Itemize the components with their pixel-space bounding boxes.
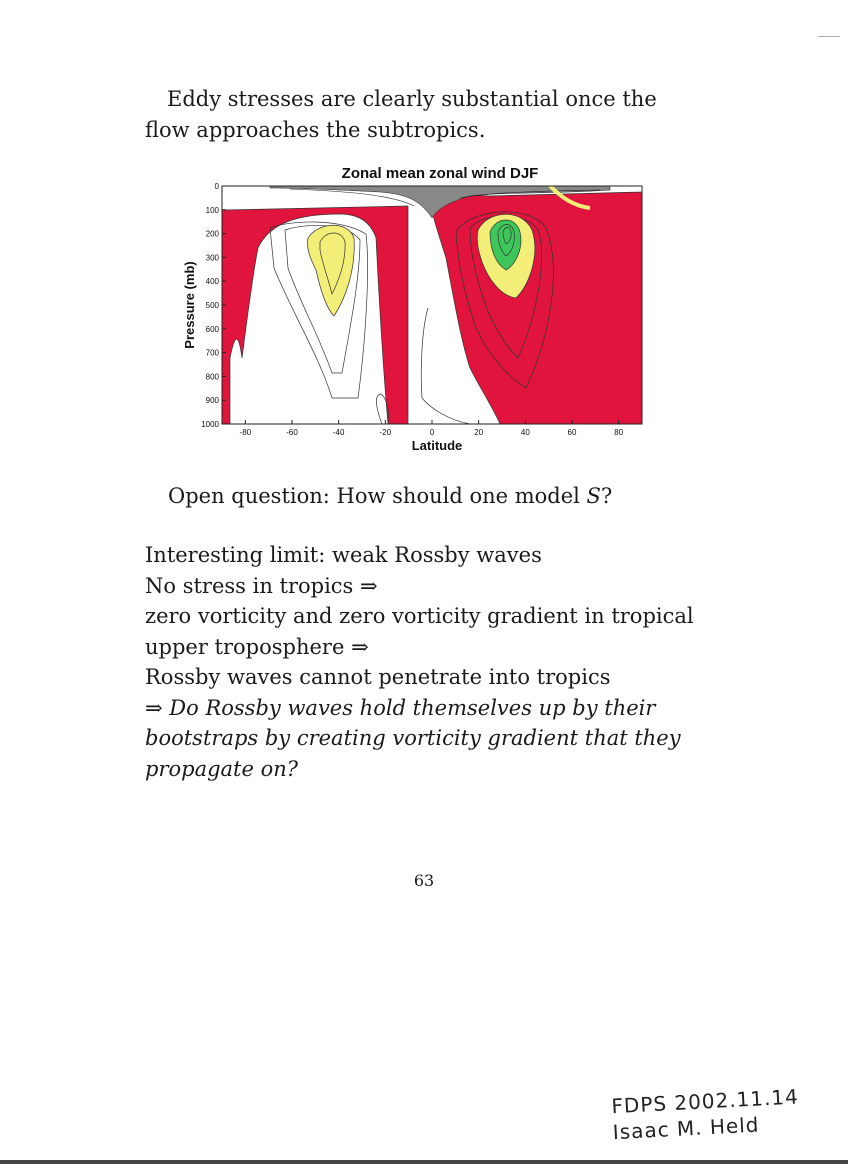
y-tick-label: 400 (205, 277, 219, 287)
x-tick-label: -60 (286, 428, 298, 437)
zonal-wind-figure (170, 158, 670, 462)
line-bootstraps: ⇒ Do Rossby waves hold themselves up by their bootstraps by creating vorticity gradient that they propagate on? (145, 695, 681, 781)
x-tick-label: 0 (429, 428, 435, 437)
line-zero-vorticity: zero vorticity and zero vorticity gradient in tropical upper troposphere ⇒ (145, 604, 694, 659)
x-tick-label: 80 (614, 428, 624, 437)
x-tick-label: 40 (520, 428, 530, 437)
y-tick-label: 500 (205, 301, 219, 310)
y-tick-label: 0 (214, 182, 219, 191)
y-tick-label: 1000 (201, 420, 219, 429)
signature-line-1: FDPS 2002.11.14 (610, 1084, 800, 1119)
scan-bottom-edge (0, 1160, 848, 1164)
x-tick-label: -80 (239, 428, 252, 437)
scan-mark (818, 36, 840, 37)
y-tick-label: 200 (205, 229, 219, 239)
x-tick-label: -40 (332, 428, 345, 437)
open-question: Open question: How should one model S? (168, 484, 613, 508)
symbol-s: S (586, 484, 601, 508)
x-tick-label: 20 (474, 428, 484, 437)
line-cannot-penetrate: Rossby waves cannot penetrate into tropics (145, 665, 611, 689)
y-tick-label: 900 (205, 396, 219, 406)
signature-line-2: Isaac M. Held (612, 1112, 760, 1145)
y-tick-label: 700 (205, 348, 219, 358)
y-tick-label: 100 (205, 205, 219, 215)
y-tick-label: 600 (205, 324, 219, 334)
zonal-wind-chart (170, 158, 670, 458)
x-axis-label: Latitude (411, 438, 463, 453)
body-text (145, 540, 705, 784)
intro-paragraph: Eddy stresses are clearly substantial once the flow approaches the subtropics. (145, 87, 657, 142)
x-tick-label: 60 (567, 428, 577, 437)
y-axis-label: Pressure (mb) (182, 261, 197, 349)
handwritten-signature (611, 1083, 813, 1145)
y-tick-label: 800 (205, 372, 219, 382)
chart-title: Zonal mean zonal wind DJF (341, 165, 539, 182)
page-number: 63 (413, 871, 435, 890)
y-tick-label: 300 (205, 253, 219, 263)
contour-field (222, 186, 642, 424)
line-weak-limit: Interesting limit: weak Rossby waves (145, 543, 542, 567)
x-tick-label: -20 (379, 428, 392, 437)
line-no-stress: No stress in tropics ⇒ (145, 573, 378, 598)
